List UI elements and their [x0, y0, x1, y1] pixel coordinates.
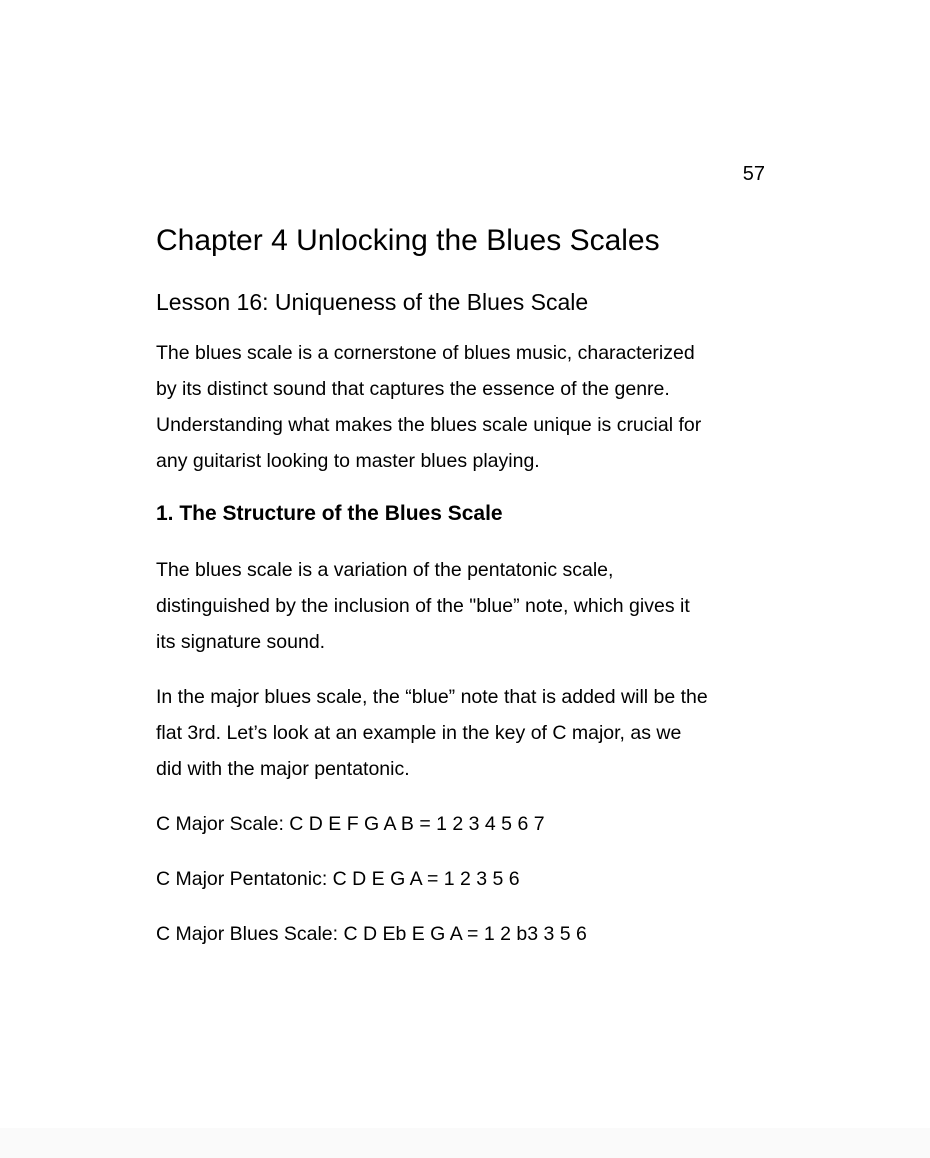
structure-paragraph	[156, 552, 796, 660]
page-number: 57	[742, 163, 765, 185]
structure-line: The blues scale is a variation of the pentatonic scale,	[156, 559, 614, 581]
intro-line: Understanding what makes the blues scale unique is crucial for	[156, 414, 702, 436]
intro-line: The blues scale is a cornerstone of blues music, characterized	[156, 342, 695, 364]
page-content	[156, 222, 796, 952]
major-blues-scale-line: C Major Blues Scale: C D Eb E G A = 1 2 b3 3 5 6	[156, 923, 587, 945]
major-pentatonic-line: C Major Pentatonic: C D E G A = 1 2 3 5 6	[156, 868, 520, 890]
section-heading: 1. The Structure of the Blues Scale	[156, 502, 503, 525]
page-bottom-edge	[0, 1128, 930, 1158]
chapter-title: Chapter 4 Unlocking the Blues Scales	[156, 224, 660, 257]
intro-line: any guitarist looking to master blues playing.	[156, 450, 540, 472]
major-blues-paragraph	[156, 679, 796, 787]
structure-line: distinguished by the inclusion of the "blue” note, which gives it	[156, 595, 690, 617]
major-blues-line: In the major blues scale, the “blue” note that is added will be the	[156, 686, 708, 708]
structure-line: its signature sound.	[156, 631, 326, 653]
intro-paragraph	[156, 335, 796, 479]
major-scale-line: C Major Scale: C D E F G A B = 1 2 3 4 5 6 7	[156, 813, 545, 835]
major-blues-line: did with the major pentatonic.	[156, 758, 410, 780]
major-blues-line: flat 3rd. Let’s look at an example in the key of C major, as we	[156, 722, 682, 744]
lesson-title: Lesson 16: Uniqueness of the Blues Scale	[156, 289, 589, 315]
intro-line: by its distinct sound that captures the essence of the genre.	[156, 378, 670, 400]
